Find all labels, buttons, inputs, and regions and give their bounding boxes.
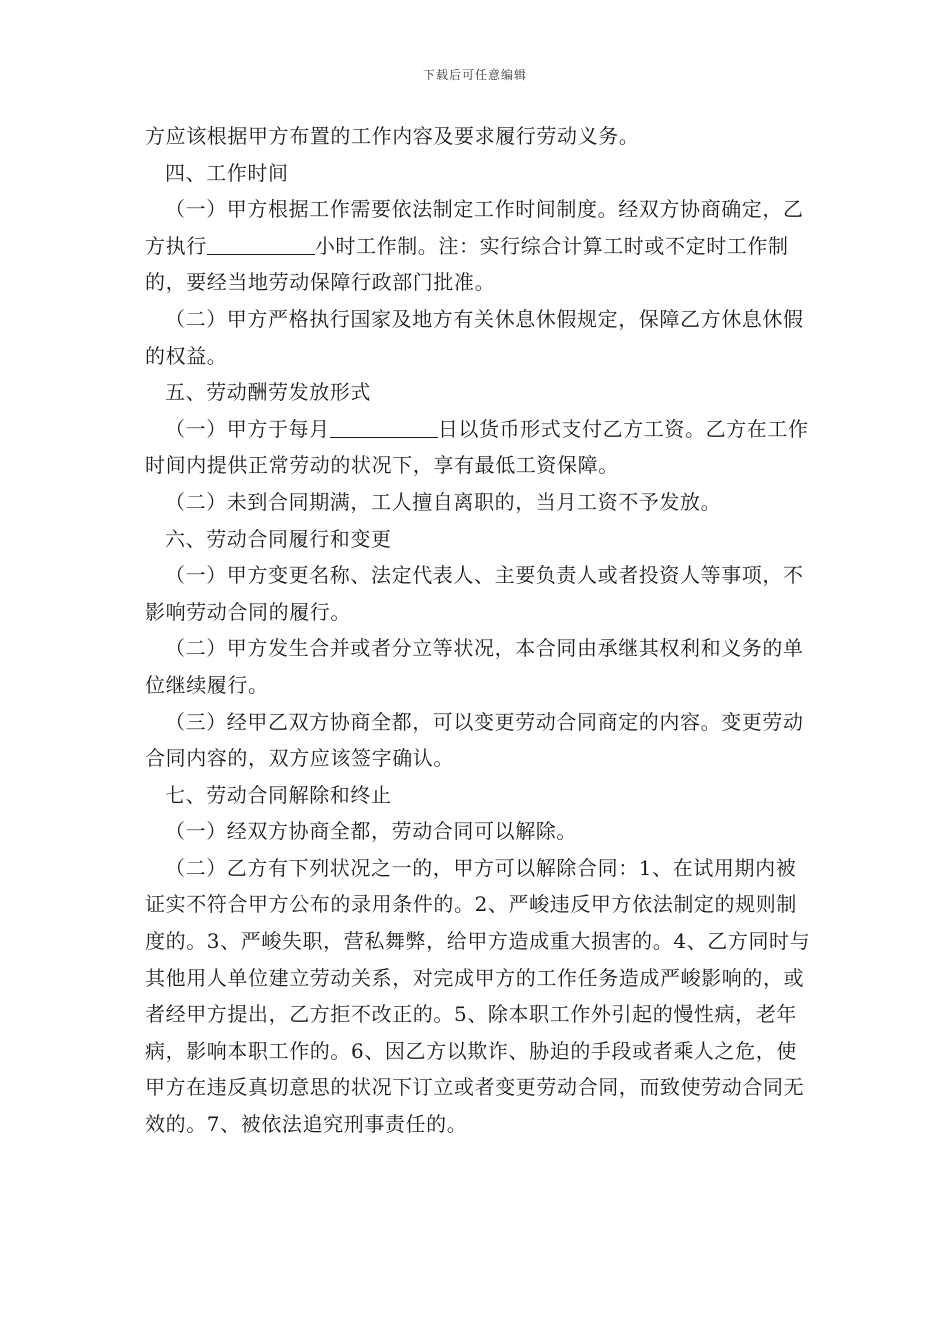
text-segment: 小时工作制。注：实行综合计算工时或不定时工作制的，要经当地劳动保障行政部门批准。 [145, 233, 789, 295]
text-segment: （一）甲方于每月 [165, 416, 330, 441]
page-header: 下载后可任意编辑 [422, 68, 527, 82]
paragraph: （二）甲方发生合并或者分立等状况，本合同由承继其权利和义务的单位继续履行。 [145, 636, 804, 697]
section-heading-4: 四、工作时间 [165, 160, 289, 185]
paragraph: （一）甲方变更名称、法定代表人、主要负责人或者投资人等事项，不影响劳动合同的履行。 [145, 563, 804, 624]
paragraph-pay-date [145, 411, 811, 484]
paragraph-working-hours [145, 191, 811, 301]
fill-in-blank-day[interactable] [330, 415, 438, 438]
paragraph: （二）甲方严格执行国家及地方有关休息休假规定，保障乙方休息休假的权益。 [145, 306, 804, 368]
section-heading-7: 七、劳动合同解除和终止 [165, 782, 392, 807]
document-body [145, 118, 811, 1143]
text-segment: 日以货币形式支付乙方工资。乙方在工作时间内提供正常劳动的状况下，享有最低工资保障。 [145, 416, 809, 478]
paragraph: 方应该根据甲方布置的工作内容及要求履行劳动义务。 [145, 124, 640, 148]
text-segment: （一）甲方根据工作需要依法制定工作时间制度。经双方协商确定，乙方执行 [145, 197, 804, 258]
paragraph: （一）经双方协商全都，劳动合同可以解除。 [165, 819, 577, 844]
paragraph: （三）经甲乙双方协商全都，可以变更劳动合同商定的内容。变更劳动合同内容的，双方应该签字确认。 [145, 709, 804, 771]
paragraph: （二）乙方有下列状况之一的，甲方可以解除合同：1、在试用期内被证实不符合甲方公布的录用条件的。2、严峻违反甲方依法制定的规则制度的。3、严峻失职，营私舞弊，给甲方造成重大损害的。4、乙方同时与其他用人单位建立劳动关系，对完成甲方的工作任务造成严峻影响的，或者经甲方提出，乙方拒不改正的。5、除本职工作外引起的慢性病，老年病，影响本职工作的。6、因乙方以欺诈、胁迫的手段或者乘人之危，使甲方在违反真切意思的状况下订立或者变更劳动合同，而致使劳动合同无效的。7、被依法追究刑事责任的。 [145, 855, 811, 1137]
fill-in-blank-hours[interactable] [207, 232, 315, 255]
section-heading-5: 五、劳动酬劳发放形式 [165, 380, 371, 405]
paragraph: （二）未到合同期满，工人擅自离职的，当月工资不予发放。 [165, 489, 722, 514]
section-heading-6: 六、劳动合同履行和变更 [165, 526, 392, 551]
